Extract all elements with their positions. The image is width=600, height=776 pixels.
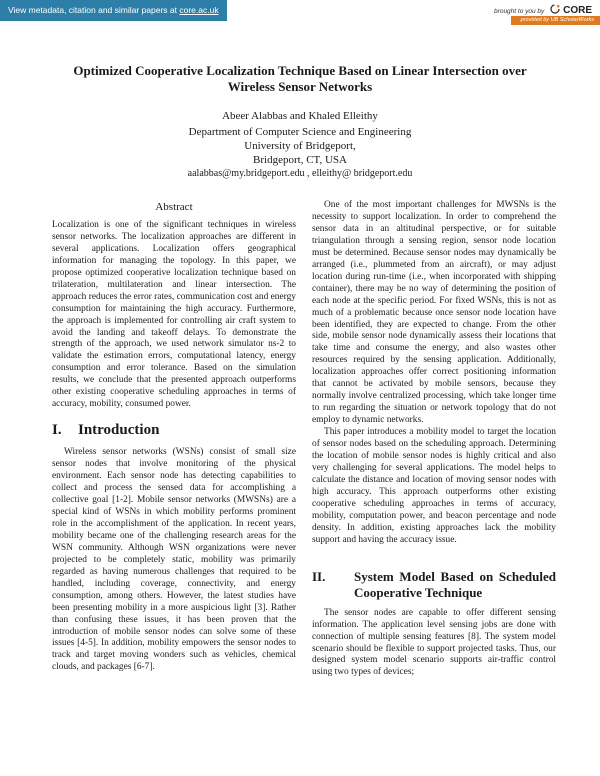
authors: Abeer Alabbas and Khaled Elleithy: [222, 110, 378, 122]
title-line-1: Optimized Cooperative Localization Technique Based on Linear Intersection over: [73, 63, 527, 78]
intro-paragraph-1: Wireless sensor networks (WSNs) consist of small size sensor nodes that involve monitoring of the physical environment. Each sensor node has detecting capabilities to collect and process the sensed data for accomplishing a collective goal [1-2]. Mobile sensor networks (MWSNs) are a special kind of WSNs in which mobility performs prominent role in the accomplishment of the application. In recent years, mobility became one of the challenging research areas for the WSN community. Although WSN organizations were never projected to be completely static, mobility was primarily regarded as having numerous challenges that required to be handled, including coverage, connectivity, and energy consumption, among others. However, the latest studies have been presenting mobility in a more auspicious light [3]. Rather than confusing these issues, it has been proven that the introduction of mobile sensor nodes can solve some of these issues [4-5]. In addition, mobility empowers the sensor nodes to track and target moving wonders such as vehicles, chemical clouds, and packages [6-7].: [52, 447, 296, 673]
abstract-heading: Abstract: [155, 201, 193, 213]
section-2-title: System Model Based on Scheduled Cooperative Technique: [354, 568, 556, 600]
section-2-number: II.: [312, 568, 326, 584]
section-2-heading: [312, 569, 556, 601]
author-emails: aalabbas@my.bridgeport.edu , elleithy@ bridgeport.edu: [187, 168, 413, 179]
department: Department of Computer Science and Engineering: [188, 126, 412, 138]
core-link-url[interactable]: core.ac.uk: [179, 5, 219, 15]
right-column: [312, 200, 556, 679]
system-model-paragraph-1: The sensor nodes are capable to offer different sensing information. The application level sensing jobs are done with connection of multiple sensing features [8]. The system model scenario should be flexible to support projected tasks. Thus, our designed system model scenario supports air-traffic control using two types of devices;: [312, 607, 556, 678]
intro-paragraph-2: One of the most important challenges for MWSNs is the necessity to support localization. In order to comprehend the sensor data in an altitudinal perspective, or for suitable triangulation through a sensing region, sensor node location must be determined. Because sensor nodes may dynamically be arranged (i.e., plummeted from an aircraft), or may adjust location during run-time (i.e., when incorporated with shipping container), there may be no way of determining the position of each node at the specific period. For fixed WSNs, this is not as much of a problematic because once sensor node location have been identified, they are expected to change. From the other side, mobile sensor node dynamically assess their locations that take time and consume the energy, and also wastes other resources required by the sensing application. Additionally, localization approaches offer correct positioning information that cannot be activated by mobile sensors, because they normally involve centralized processing, which take longer time to run regarding the situation or network topology that do not employ to dynamic networks.: [312, 200, 556, 426]
section-1-title: Introduction: [78, 422, 160, 439]
title-line-2: Wireless Sensor Networks: [227, 79, 373, 94]
paper-title: [40, 63, 560, 95]
abstract-text: Localization is one of the significant techniques in wireless sensor networks. The localization approaches are different in several applications. Localization offers geographical information for managing the topology. In this paper, we propose optimized cooperative localization technique based on trilateration, multilateration and linear intersection. The approach reduces the error rates, communication cost and energy consumption for maintaining the high accuracy. Furthermore, the approach is implemented for controlling air craft system to avoid the landing and takeoff delays. To demonstrate the strength of the approach, we used network simulator ns-2 to validate the estimation errors, computational latency, energy consumption and error tolerance. Based on the simulation results, we conclude that the presented approach outperforms other existing cooperative scheduling approaches in terms of accuracy, mobility, consumed power.: [52, 219, 296, 410]
university: University of Bridgeport,: [244, 140, 356, 152]
provided-by-banner[interactable]: provided by UB ScholarWorks: [511, 16, 600, 25]
core-logo-icon: [549, 4, 561, 14]
section-1-number: I.: [52, 422, 62, 439]
core-brought-by[interactable]: [494, 4, 592, 16]
core-link-text: View metadata, citation and similar papers at: [8, 5, 180, 15]
city: Bridgeport, CT, USA: [253, 154, 347, 166]
brought-text: brought to you by: [494, 8, 545, 15]
section-1-heading: [52, 421, 296, 439]
left-column: [52, 202, 296, 674]
core-metadata-link[interactable]: [0, 0, 227, 21]
core-logo-text: CORE: [563, 5, 592, 16]
intro-paragraph-3: This paper introduces a mobility model to target the location of sensor nodes based on the scheduling approach. Determining the location of mobile sensor nodes is highly critical and also very challenging for several applications. The model helps to calculate the distance and location of moving sensor nodes with high accuracy. This approach outperforms other existing cooperative scheduling approaches in terms of accuracy, mobility, computation power, and beacon percentage and node density. In addition, existing approaches lack the mobility support and having the accuracy issue.: [312, 427, 556, 545]
